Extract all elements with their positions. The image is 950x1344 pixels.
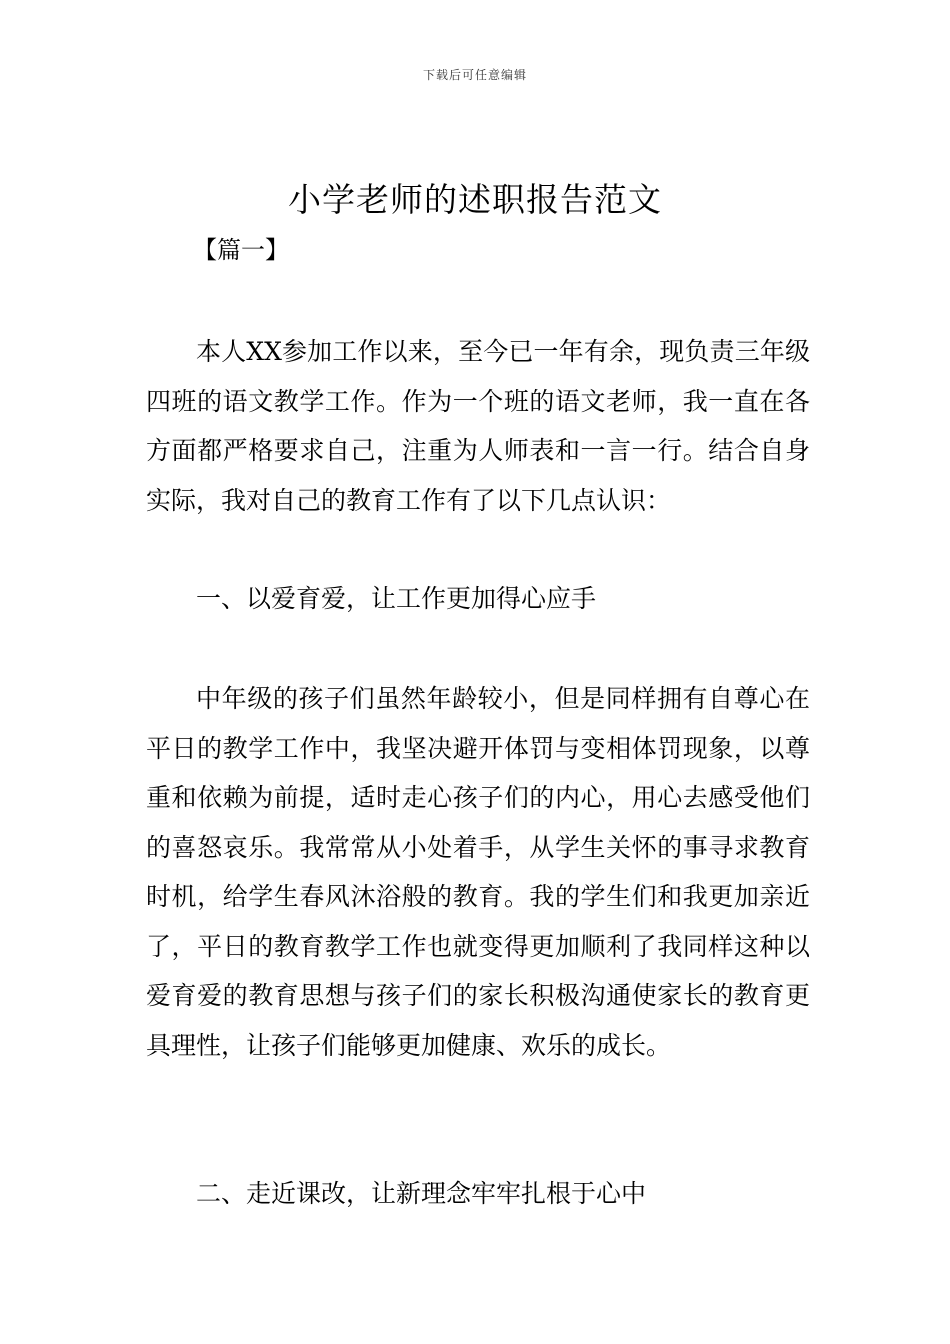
section-heading-1-text: 一、以爱育爱，让工作更加得心应手 [196,584,597,613]
section-heading-2 [146,1169,810,1219]
paragraph-intro [146,327,810,525]
section-heading-2-text: 二、走近课改，让新理念牢牢扎根于心中 [196,1179,647,1208]
paragraph-intro-text: 本人XX参加工作以来，至今已一年有余，现负责三年级四班的语文教学工作。作为一个班的语文老师，我一直在各方面都严格要求自己，注重为人师表和一言一行。结合自身实际，我对自己的教育工作有了以下几点认识： [146,337,810,515]
paragraph-love-education [146,674,810,1070]
page-header-note: 下载后可任意编辑 [422,68,527,82]
paragraph-love-education-text: 中年级的孩子们虽然年龄较小，但是同样拥有自尊心在平日的教学工作中，我坚决避开体罚与变相体罚现象，以尊重和依赖为前提，适时走心孩子们的内心，用心去感受他们的喜怒哀乐。我常常从小处着手，从学生关怀的事寻求教育时机，给学生春风沐浴般的教育。我的学生们和我更加亲近了，平日的教育教学工作也就变得更加顺利了我同样这种以爱育爱的教育思想与孩子们的家长积极沟通使家长的教育更具理性，让孩子们能够更加健康、欢乐的成长。 [146,684,810,1060]
section-heading-1 [146,574,810,624]
section-tag: 【篇一】 [193,236,289,264]
document-title: 小学老师的述职报告范文 [288,180,662,219]
